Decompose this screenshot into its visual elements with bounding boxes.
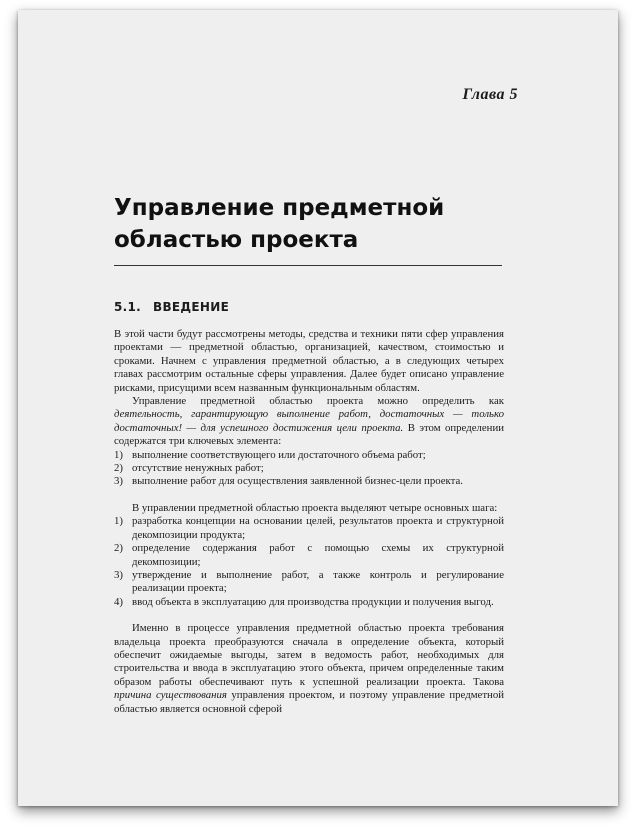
paragraph-4-start: Именно в процессе управления предметной областью проекта требования владельца проекта преобразуются сначала в определение объекта, который обеспечит ожидаемые выгоды, затем в ведомость работ, необходимых для строительства и ввода в эксплуатацию этого объекта, причем определенные таким образом работы обеспечивают путь к успешной реализации проекта. Такова [114,622,504,688]
list-item-text: определение содержания работ с помощью схемы их структурной декомпозиции; [132,542,504,568]
list-marker: 4) [114,595,123,608]
steps-list [114,515,504,609]
paragraph-3: В управлении предметной областью проекта выделяют четыре основных шага: [132,501,498,514]
list-marker: 3) [114,475,123,488]
paragraph-4-emphasis: причина существования [114,689,227,702]
chapter-title: Управление предметной областью проекта [114,195,445,253]
list-item-text: отсутствие ненужных работ; [132,462,264,475]
list-item [114,462,504,475]
paragraph-2 [114,395,504,449]
list-item [114,569,504,596]
body-text [114,328,504,716]
list-item-text: выполнение соответствующего или достаточного объема работ; [132,448,426,461]
list-marker: 2) [114,542,123,555]
list-item [114,515,504,542]
paragraph-2-end: В этом определении содержатся три ключевых элемента: [114,421,504,448]
list-marker: 1) [114,515,123,528]
paragraph-4 [114,622,504,716]
list-item-text: выполнение работ для осуществления заявленной бизнес-цели проекта. [132,475,463,488]
list-marker: 2) [114,462,123,475]
list-marker: 1) [114,448,123,461]
list-marker: 3) [114,568,123,581]
title-rule [114,265,502,266]
section-number: 5.1. [114,300,142,314]
list-item [114,542,504,569]
section-title: ВВЕДЕНИЕ [153,300,230,314]
chapter-label: Глава 5 [462,86,518,103]
list-item [114,475,504,488]
book-page [18,10,618,806]
paragraph-4-end: управления проектом, и поэтому управление предметной областью является основной сферой [114,689,504,715]
list-item [114,449,504,462]
paragraph-1: В этой части будут рассмотрены методы, средства и техники пяти сфер управления проектами — предметной областью, организацией, качеством, стоимостью и сроками. Начнем с управления предметной областью, а в следующих четырех главах рассмотрим остальные сферы управления. Далее будет описано управление рисками, присущими всем названным функциональным областям. [114,328,504,394]
list-item [114,596,504,609]
list-item-text: утверждение и выполнение работ, а также контроль и регулирование реализации проекта; [132,568,504,595]
section-heading [114,300,229,314]
key-elements-list [114,449,504,489]
paragraph-2-definition: деятельность, гарантирующую выполнение работ, достаточных — только достаточных! — для успешного достижения цели проекта. [114,408,504,434]
paragraph-2-start: Управление предметной областью проекта можно определить как [132,395,504,408]
list-item-text: ввод объекта в эксплуатацию для производства продукции и получения выгод. [132,595,494,608]
list-item-text: разработка концепции на основании целей, результатов проекта и структурной декомпозиции продукта; [132,515,504,541]
